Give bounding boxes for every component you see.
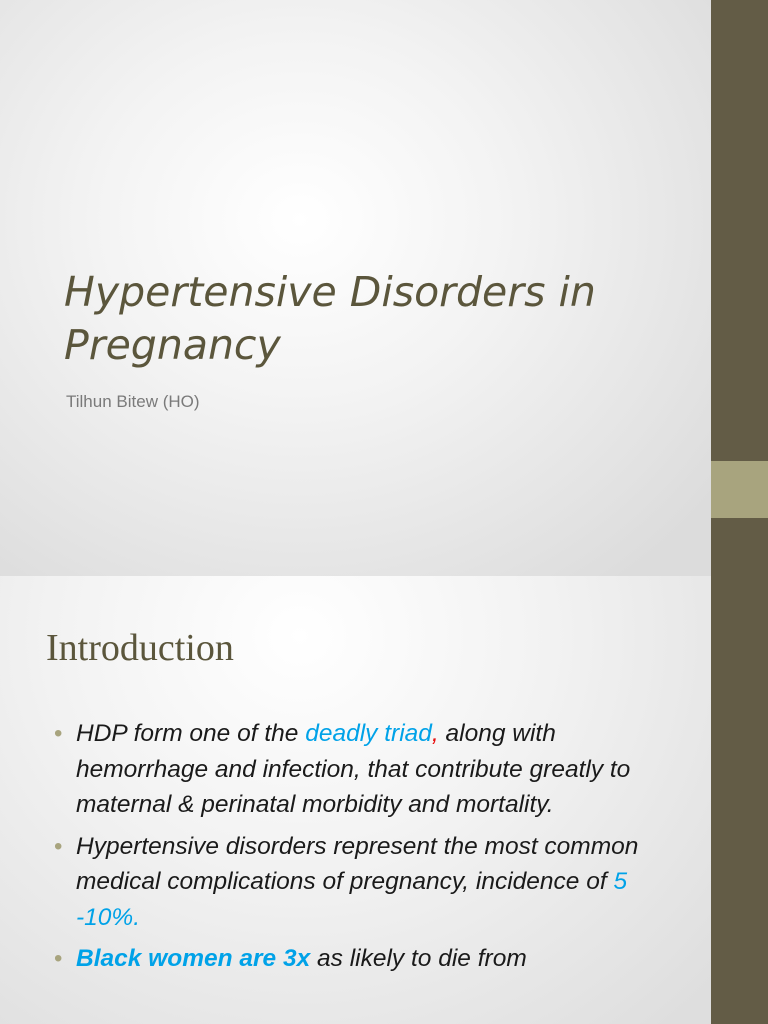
highlight-text: 5 -10%.: [76, 868, 628, 931]
highlight-text: deadly triad: [305, 720, 432, 747]
bullet-list: [54, 716, 646, 983]
slide-title: Hypertensive Disorders in Pregnancy: [64, 268, 596, 369]
highlight-text: Black women are 3x: [76, 945, 311, 972]
bullet-text: along with hemorrhage and infection, that contribute greatly to maternal & perinatal morbidity and mortality.: [76, 720, 631, 818]
bullet-text: Hypertensive disorders represent the most common medical complications of pregnancy, incidence of: [76, 832, 639, 895]
bullet-text: HDP form one of the: [76, 720, 306, 747]
bullet-text: as likely to die from: [310, 945, 527, 972]
bullet-item: [54, 716, 646, 823]
bullet-dot-icon: •: [54, 720, 63, 747]
bullet-dot-icon: •: [54, 945, 63, 972]
slide-subtitle-author: Tilhun Bitew (HO): [66, 392, 200, 411]
introduction-slide: [0, 576, 768, 1024]
bullet-item: [54, 829, 646, 936]
highlight-comma: ,: [431, 720, 439, 747]
sidebar-accent-block: [711, 461, 768, 518]
slide-heading: Introduction: [46, 627, 234, 669]
bullet-item: [54, 941, 646, 977]
sidebar-decoration: [711, 576, 768, 1024]
bullet-dot-icon: •: [54, 832, 63, 860]
